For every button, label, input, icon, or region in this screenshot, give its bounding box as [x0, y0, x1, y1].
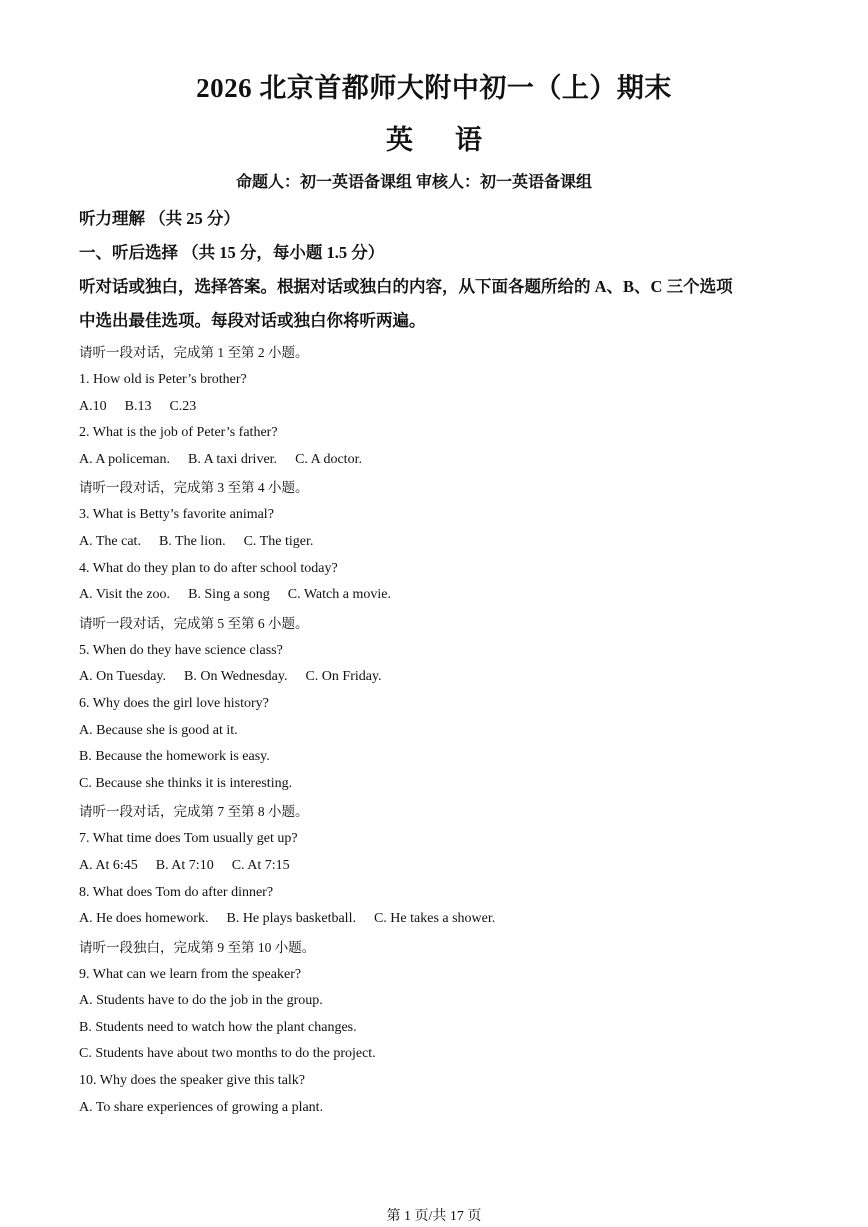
- question-options: [79, 529, 789, 556]
- option-c: C. Students have about two months to do the project.: [79, 1046, 376, 1062]
- question-options: [79, 582, 789, 609]
- section-title: 一、听后选择 （共 15 分，每小题 1.5 分）: [79, 243, 385, 262]
- instruction-line-2: 中选出最佳选项。每段对话或独白你将听两遍。: [79, 311, 426, 330]
- option-b: B. Because the homework is easy.: [79, 749, 270, 765]
- option-a: A. The cat.: [79, 533, 141, 549]
- instruction-line-1: 听对话或独白，选择答案。根据对话或独白的内容，从下面各题所给的 A、B、C 三个选项: [79, 277, 733, 296]
- question-stem: 2. What is the job of Peter’s father?: [79, 425, 278, 441]
- option-a: A. To share experiences of growing a plant.: [79, 1099, 324, 1115]
- option-b: B. Students need to watch how the plant changes.: [79, 1019, 357, 1035]
- listening-prompt: 请听一段对话，完成第 5 至第 6 小题。: [79, 615, 309, 631]
- part-title: 听力理解 （共 25 分）: [79, 209, 240, 228]
- question-options: [79, 394, 789, 421]
- option-b: B. On Wednesday.: [184, 669, 288, 685]
- question-stem: 1. How old is Peter’s brother?: [79, 372, 247, 387]
- question-stem: 8. What does Tom do after dinner?: [79, 884, 274, 900]
- option-b: B. Sing a song: [188, 587, 270, 603]
- subject-char-left: 英: [386, 125, 413, 155]
- question-stem: 10. Why does the speaker give this talk?: [79, 1073, 306, 1089]
- option-a: A.10: [79, 398, 107, 414]
- page-number: 第 1 页/共 17 页: [386, 1209, 482, 1224]
- question-stem: 5. When do they have science class?: [79, 642, 283, 658]
- exam-authors: 命题人：初一英语备课组 审核人：初一英语备课组: [236, 174, 593, 191]
- question-options: [79, 447, 789, 474]
- option-b: B.13: [124, 398, 152, 414]
- option-c: C. He takes a shower.: [373, 911, 496, 927]
- option-c: C. A doctor.: [295, 451, 362, 467]
- option-c: C. On Friday.: [305, 669, 382, 685]
- question-stem: 4. What do they plan to do after school today?: [79, 560, 338, 576]
- exam-content: [79, 202, 789, 1121]
- option-c: C. Because she thinks it is interesting.: [79, 775, 293, 791]
- question-stem: 6. Why does the girl love history?: [79, 695, 269, 711]
- question-options: [79, 906, 789, 933]
- option-a: A. He does homework.: [79, 911, 209, 927]
- listening-prompt: 请听一段对话，完成第 1 至第 2 小题。: [79, 345, 309, 360]
- question-stem: 3. What is Betty’s favorite animal?: [79, 507, 274, 523]
- option-b: B. The lion.: [158, 533, 226, 549]
- question-options: [79, 853, 789, 880]
- option-a: A. Visit the zoo.: [79, 587, 171, 603]
- option-b: B. At 7:10: [155, 857, 214, 873]
- listening-prompt: 请听一段对话，完成第 3 至第 4 小题。: [79, 480, 309, 496]
- subject-char-right: 语: [455, 125, 482, 155]
- option-a: A. At 6:45: [79, 857, 138, 873]
- option-c: C. At 7:15: [231, 857, 290, 873]
- listening-prompt: 请听一段独白，完成第 9 至第 10 小题。: [79, 939, 316, 955]
- listening-prompt: 请听一段对话，完成第 7 至第 8 小题。: [79, 804, 309, 820]
- subject-heading: [0, 118, 868, 157]
- option-b: B. He plays basketball.: [226, 911, 356, 927]
- question-stem: 7. What time does Tom usually get up?: [79, 831, 298, 847]
- option-a: A. Students have to do the job in the group.: [79, 993, 323, 1009]
- option-a: A. On Tuesday.: [79, 669, 166, 685]
- option-a: A. A policeman.: [79, 451, 170, 467]
- option-c: C.23: [169, 398, 197, 414]
- option-c: C. Watch a movie.: [287, 587, 391, 603]
- option-c: C. The tiger.: [243, 533, 314, 549]
- question-options: [79, 664, 789, 691]
- option-a: A. Because she is good at it.: [79, 722, 238, 738]
- exam-title: 2026 北京首都师大附中初一（上）期末: [196, 73, 672, 103]
- option-b: B. A taxi driver.: [188, 451, 278, 467]
- question-stem: 9. What can we learn from the speaker?: [79, 966, 302, 982]
